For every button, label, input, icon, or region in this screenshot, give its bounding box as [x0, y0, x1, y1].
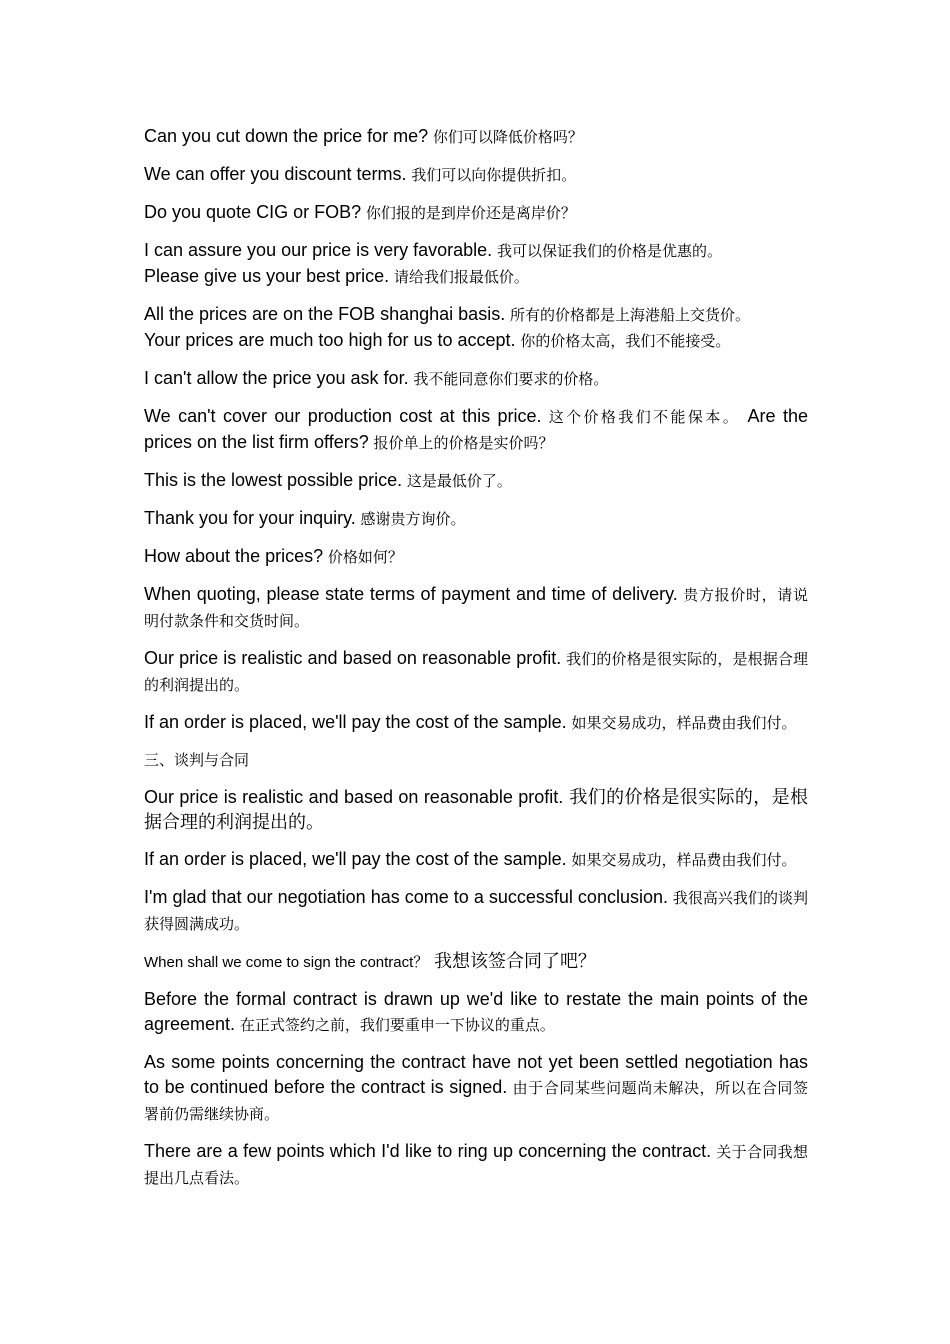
phrase-paragraph	[144, 785, 808, 835]
english-text: Our price is realistic and based on reasonable profit.	[144, 787, 564, 807]
chinese-text: 由于合同某些问题尚未解决，所以在合同签署前仍需继续协商。	[144, 1079, 808, 1123]
phrase-paragraph	[144, 987, 808, 1038]
chinese-text: 你的价格太高，我们不能接受。	[515, 332, 731, 350]
english-text: There are a few points which I'd like to ring up concerning the contract.	[144, 1141, 712, 1161]
english-text: We can't cover our production cost at this price.	[144, 406, 542, 426]
phrase-paragraph	[144, 847, 808, 873]
english-text: Thank you for your inquiry.	[144, 508, 356, 528]
english-text: When shall we come to sign the contract	[144, 954, 414, 971]
chinese-text: 如果交易成功，样品费由我们付。	[566, 851, 797, 869]
english-text: All the prices are on the FOB shanghai basis.	[144, 304, 506, 324]
chinese-text: 报价单上的价格是实价吗？	[368, 434, 554, 452]
chinese-text: 贵方报价时，请说明付款条件和交货时间。	[144, 586, 808, 630]
english-text: Are the prices on the list firm offers?	[144, 406, 808, 452]
english-text: Can you cut down the price for me?	[144, 126, 429, 146]
chinese-text: 如果交易成功，样品费由我们付。	[566, 714, 797, 732]
chinese-text: 请给我们报最低价。	[389, 268, 529, 286]
chinese-text: 你们报的是到岸价还是离岸价？	[361, 204, 576, 222]
phrase-paragraph	[144, 200, 808, 226]
english-text: If an order is placed, we'll pay the cost of the sample.	[144, 712, 567, 732]
phrase-paragraph	[144, 949, 808, 975]
chinese-text: 感谢贵方询价。	[355, 510, 466, 528]
phrase-paragraph	[144, 544, 808, 570]
chinese-text: 在正式签约之前，我们要重申一下协议的重点。	[235, 1016, 555, 1034]
phrase-paragraph	[144, 582, 808, 634]
chinese-text: 我们的价格是很实际的，是根据合理的利润提出的。	[144, 650, 808, 694]
chinese-text: 你们可以降低价格吗？	[428, 128, 583, 146]
phrase-paragraph	[144, 468, 808, 494]
english-text: This is the lowest possible price.	[144, 470, 403, 490]
phrase-paragraph	[144, 302, 808, 354]
chinese-text: 我们的价格是很实际的，是根据合理的利润提出的。	[144, 787, 808, 833]
phrase-paragraph	[144, 124, 808, 150]
english-text: Do you quote CIG or FOB?	[144, 202, 362, 222]
phrase-paragraph	[144, 366, 808, 392]
document-page	[144, 124, 808, 1203]
english-text: When quoting, please state terms of payment and time of delivery.	[144, 584, 678, 604]
english-text: Before the formal contract is drawn up we'd like to restate the main points of the agreement.	[144, 989, 808, 1034]
chinese-text: ？	[413, 953, 429, 971]
english-text: Your prices are much too high for us to accept.	[144, 330, 516, 350]
chinese-text: 这是最低价了。	[402, 472, 512, 490]
section-heading: 三、谈判与合同	[144, 751, 250, 769]
chinese-text: 我很高兴我们的谈判获得圆满成功。	[144, 889, 808, 933]
phrase-paragraph	[144, 404, 808, 456]
chinese-text: 我不能同意你们要求的价格。	[408, 370, 609, 388]
phrase-paragraph	[144, 1139, 808, 1191]
phrase-paragraph	[144, 162, 808, 188]
english-text: Please give us your best price.	[144, 266, 390, 286]
phrase-paragraph	[144, 646, 808, 698]
phrase-paragraph	[144, 885, 808, 937]
english-text: If an order is placed, we'll pay the cost of the sample.	[144, 849, 567, 869]
chinese-text: 我们可以向你提供折扣。	[406, 166, 577, 184]
english-text: I'm glad that our negotiation has come to a successful conclusion.	[144, 887, 668, 907]
english-text: How about the prices?	[144, 546, 324, 566]
chinese-text: 这个价格我们不能保本。	[541, 408, 741, 426]
english-text: Our price is realistic and based on reasonable profit.	[144, 648, 562, 668]
english-text: We can offer you discount terms.	[144, 164, 407, 184]
phrase-paragraph	[144, 238, 808, 290]
phrase-paragraph	[144, 1050, 808, 1127]
chinese-text: 我可以保证我们的价格是优惠的。	[492, 242, 722, 260]
phrase-paragraph	[144, 710, 808, 736]
english-text: I can't allow the price you ask for.	[144, 368, 409, 388]
chinese-text: 关于合同我想提出几点看法。	[144, 1143, 808, 1187]
chinese-text: 所有的价格都是上海港船上交货价。	[505, 306, 750, 324]
english-text: I can assure you our price is very favorable.	[144, 240, 493, 260]
chinese-text: 价格如何？	[323, 548, 403, 566]
english-text: As some points concerning the contract have not yet been settled negotiation has to be continued before the contract is signed.	[144, 1052, 808, 1097]
phrase-paragraph	[144, 506, 808, 532]
chinese-text: 我想该签合同了吧？	[428, 951, 597, 972]
